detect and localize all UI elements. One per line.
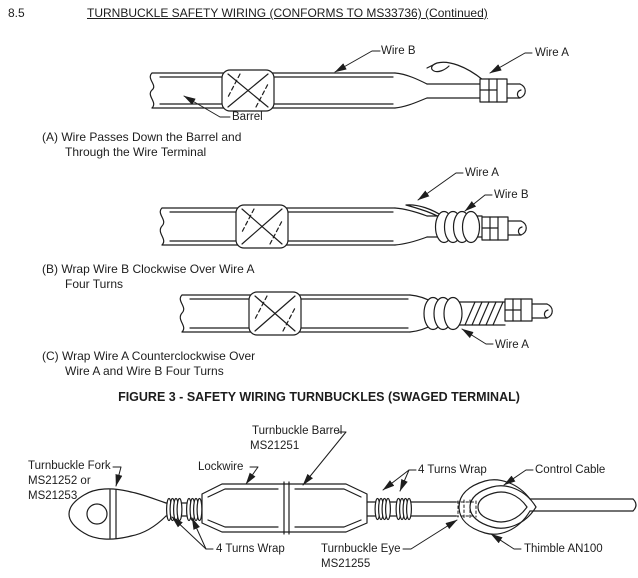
step-a-wire-b-label: Wire B: [381, 45, 416, 57]
step-b-wire-b-label: Wire B: [494, 189, 529, 201]
page-heading: TURNBUCKLE SAFETY WIRING (CONFORMS TO MS33736) (Continued): [87, 6, 488, 20]
control-cable-label: Control Cable: [535, 464, 606, 476]
step-a-caption-line2: Through the Wire Terminal: [65, 145, 207, 159]
fork-label-line1: Turnbuckle Fork: [28, 460, 111, 472]
eye-label-line2: MS21255: [321, 558, 371, 570]
lockwire-label: Lockwire: [198, 461, 244, 473]
barrel-label-line2: MS21251: [250, 440, 300, 452]
step-c-caption-line2: Wire A and Wire B Four Turns: [65, 364, 224, 378]
section-number: 8.5: [8, 6, 25, 20]
fork-label-line2: MS21252 or: [28, 475, 91, 487]
step-b-drawing: [160, 173, 526, 248]
step-c-drawing: [180, 292, 552, 344]
figure3-assembly-drawing: [69, 432, 636, 549]
step-a-wire-a-label: Wire A: [535, 47, 569, 59]
step-b-caption-line1: (B) Wrap Wire B Clockwise Over Wire A: [42, 262, 255, 276]
step-b-caption-line2: Four Turns: [65, 277, 124, 291]
step-a-drawing: [150, 51, 532, 117]
step-a-barrel-label: Barrel: [232, 111, 263, 123]
figure-title: FIGURE 3 - SAFETY WIRING TURNBUCKLES (SWAGED TERMINAL): [118, 390, 520, 404]
fork-label-line3: MS21253: [28, 490, 78, 502]
step-b-wire-a-label: Wire A: [465, 167, 499, 179]
wrap-left-label: 4 Turns Wrap: [216, 543, 285, 555]
wrap-right-label: 4 Turns Wrap: [418, 464, 487, 476]
thimble-label: Thimble AN100: [524, 543, 603, 555]
eye-label-line1: Turnbuckle Eye: [321, 543, 401, 555]
barrel-label-line1: Turnbuckle Barrel: [252, 425, 343, 437]
step-c-caption-line1: (C) Wrap Wire A Counterclockwise Over: [42, 349, 256, 363]
step-c-wire-a-label: Wire A: [495, 339, 529, 351]
step-a-caption-line1: (A) Wire Passes Down the Barrel and: [42, 130, 242, 144]
